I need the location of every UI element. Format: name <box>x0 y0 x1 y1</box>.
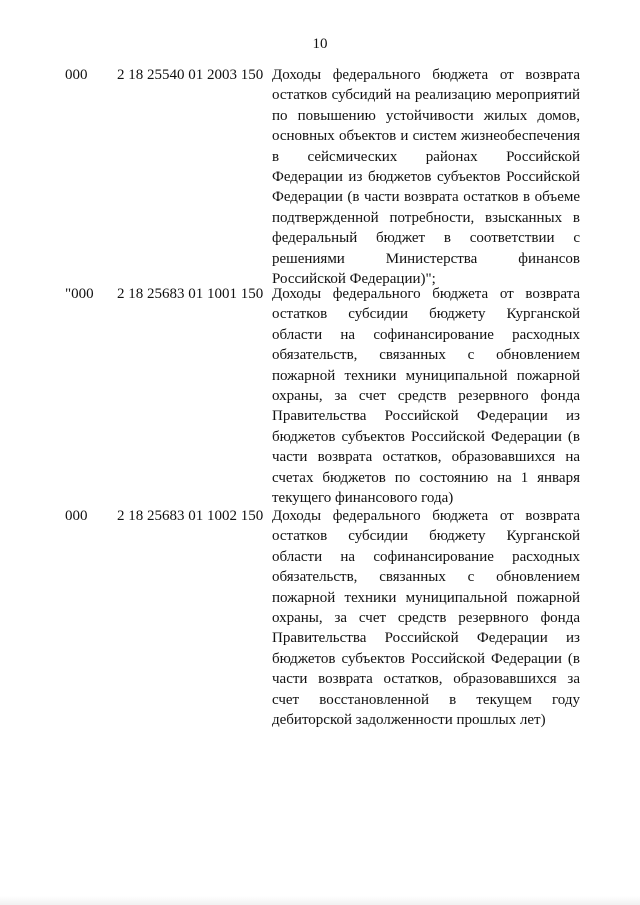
budget-code-row <box>0 506 640 729</box>
administrator-code: "000 <box>65 286 94 302</box>
budget-classification-code: 2 18 25683 01 1001 150 <box>117 286 264 302</box>
income-description: Доходы федерального бюджета от возврата остатков субсидий на реализацию мероприятий по повышению устойчивости жилых домов, основных объектов и систем жизнеобеспечения в сейсмических районах Российской Федерации из бюджетов субъектов Российской Федерации (в части возврата остатков в объеме подтвержденной потребности, взысканных в федеральный бюджет в соответствии с решениями Министерства финансов Российской Федерации)"; <box>272 67 580 288</box>
page-number: 10 <box>312 36 328 52</box>
page-bottom-edge <box>0 896 640 905</box>
income-description: Доходы федерального бюджета от возврата остатков субсидии бюджету Курганской области на софинансирование расходных обязательств, связанных с обновлением пожарной техники муниципальной пожарной охраны, за счет средств резервного фонда Правительства Российской Федерации из бюджетов субъектов Российской Федерации (в части возврата остатков, образовавшихся за счет восстановленной в текущем году дебиторской задолженности прошлых лет) <box>272 508 580 729</box>
budget-classification-code: 2 18 25683 01 1002 150 <box>117 508 264 524</box>
budget-code-row <box>0 65 640 288</box>
budget-code-row <box>0 284 640 506</box>
budget-classification-code: 2 18 25540 01 2003 150 <box>117 67 264 83</box>
budget-code-list <box>0 65 640 729</box>
administrator-code: 000 <box>65 67 88 83</box>
income-description: Доходы федерального бюджета от возврата остатков субсидии бюджету Курганской области на софинансирование расходных обязательств, связанных с обновлением пожарной техники муниципальной пожарной охраны, за счет средств резервного фонда Правительства Российской Федерации из бюджетов субъектов Российской Федерации (в части возврата остатков, образовавшихся на счетах бюджетов по состоянию на 1 января текущего финансового года) <box>272 286 580 507</box>
administrator-code: 000 <box>65 508 88 524</box>
